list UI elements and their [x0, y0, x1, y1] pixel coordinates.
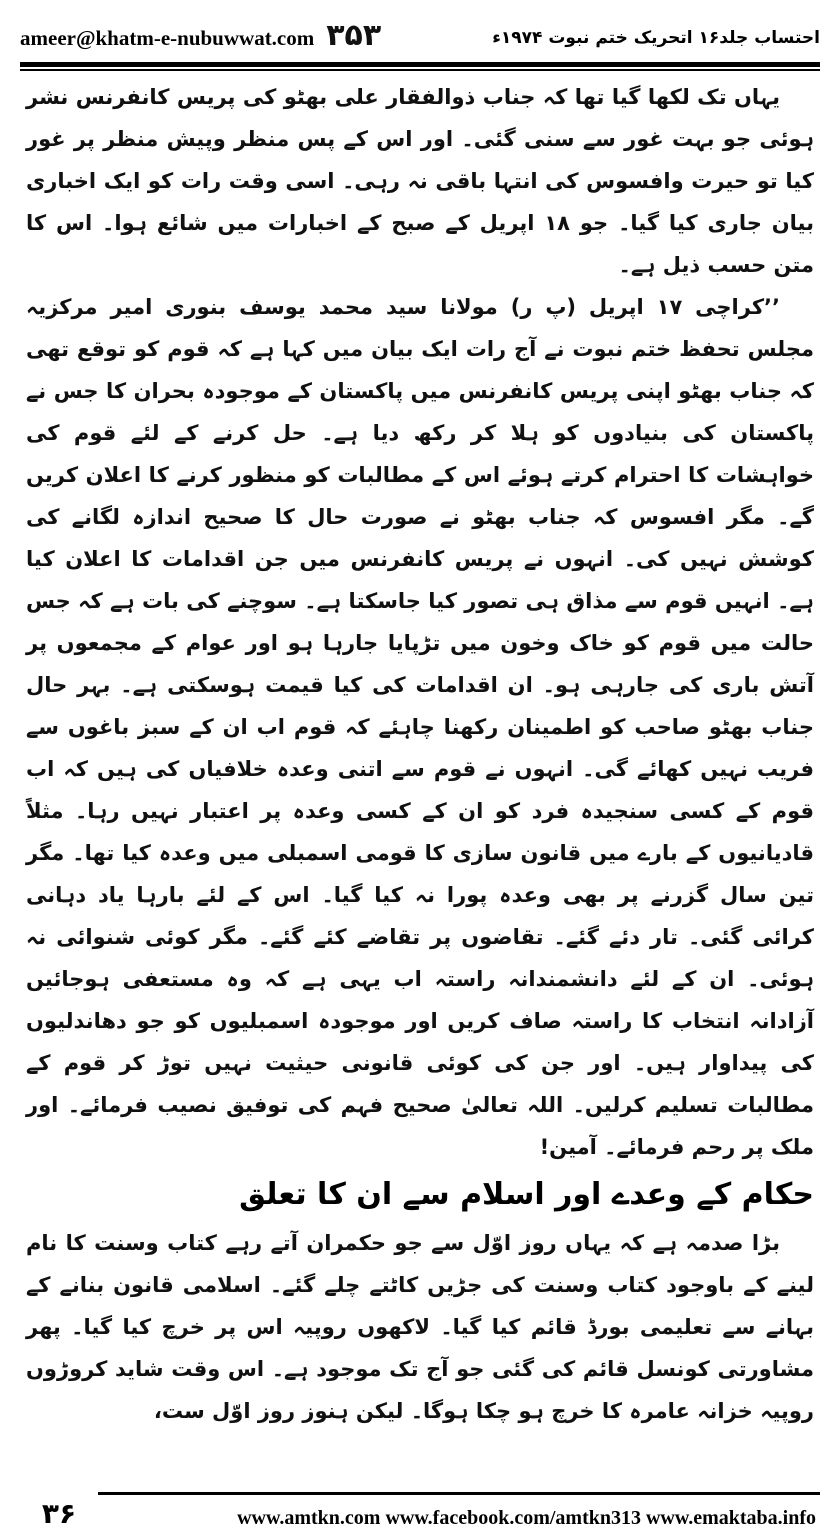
page-header [20, 18, 820, 58]
header-book-title: احتساب جلد۱۶ اتحریک ختم نبوت ۱۹۷۴ء [492, 28, 820, 48]
footer-bar [98, 1492, 820, 1532]
header-rule-thick [20, 62, 820, 67]
header-page-number: ۳۵۳ [326, 17, 382, 53]
body-paragraph-1: یہاں تک لکھا گیا تھا کہ جناب ذوالفقار علی بھٹو کی پریس کانفرنس نشر ہوئی جو بہت غور سے سنی گئی۔ اور اس کے پس منظر وپیش منظر پر غور کیا تو حیرت وافسوس کی انتہا باقی نہ رہی۔ اسی وقت رات کو ایک اخباری بیان جاری کیا گیا۔ جو ۱۸ اپریل کے صبح کے اخبارات میں شائع ہوا۔ اس کا متن حسب ذیل ہے۔ [26, 85, 815, 277]
footer-page-number: ۳۶ [41, 1497, 77, 1530]
header-rule-thin [20, 69, 820, 71]
body-paragraph-3: بڑا صدمہ ہے کہ یہاں روز اوّل سے جو حکمران آتے رہے کتاب وسنت کا نام لینے کے باوجود کتاب وسنت کی جڑیں کاٹتے چلے گئے۔ اسلامی قانون بنانے کے بہانے سے تعلیمی بورڈ قائم کیا گیا۔ لاکھوں روپیہ اس پر خرچ کیا گیا۔ پھر مشاورتی کونسل قائم کی گئی جو آج تک موجود ہے۔ اس وقت شاید کروڑوں روپیہ خزانہ عامرہ کا خرچ ہو چکا ہوگا۔ لیکن ہنوز روز اوّل ست، [26, 1231, 814, 1423]
header-left [20, 17, 382, 56]
section-heading: حکام کے وعدے اور اسلام سے ان کا تعلق [239, 1177, 814, 1212]
page-footer [20, 1492, 820, 1532]
footer-links: www.amtkn.com www.facebook.com/amtkn313 www.emaktaba.info [237, 1507, 816, 1529]
header-email: ameer@khatm-e-nubuwwat.com [20, 25, 315, 50]
page-body [26, 76, 814, 1432]
body-paragraph-2-quote: ’’کراچی ۱۷ اپریل (پ ر) مولانا سید محمد یوسف بنوری امیر مرکزیہ مجلس تحفظ ختم نبوت نے آج رات ایک بیان میں کہا ہے کہ قوم کو توقع تھی کہ جناب بھٹو اپنی پریس کانفرنس میں پاکستان کے موجودہ بحران کا جس نے پاکستان کی بنیادوں کو ہلا کر رکھ دیا ہے۔ حل کرنے کے لئے قوم کی خواہشات کا احترام کرتے ہوئے اس کے مطالبات کو منظور کرنے کا اعلان کریں گے۔ مگر افسوس کہ جناب بھٹو نے صورت حال کا صحیح اندازہ لگانے کی کوشش نہیں کی۔ انہوں نے پریس کانفرنس میں جن اقدامات کا اعلان کیا ہے۔ انہیں قوم سے مذاق ہی تصور کیا جاسکتا ہے۔ سوچنے کی بات ہے کہ جس حالت میں قوم کو خاک وخون میں تڑپایا جارہا ہو اور عوام کے مجمعوں پر آتش باری کی جارہی ہو۔ ان اقدامات کی کیا قیمت ہوسکتی ہے۔ بہر حال جناب بھٹو صاحب کو اطمینان رکھنا چاہئے کہ قوم اب ان کے سبز باغوں سے فریب نہیں کھائے گی۔ انہوں نے قوم سے اتنی وعدہ خلافیاں کی ہیں کہ اب قوم کے کسی سنجیدہ فرد کو ان کے کسی وعدہ پر اعتبار نہیں رہا۔ مثلاً قادیانیوں کے بارے میں قانون سازی کا قومی اسمبلی میں وعدہ کیا تھا۔ مگر تین سال گزرنے پر بھی وعدہ پورا نہ کیا گیا۔ اس کے لئے بارہا یاد دہانی کرائی گئی۔ تار دئے گئے۔ تقاضوں پر تقاضے کئے گئے۔ مگر کوئی شنوائی نہ ہوئی۔ ان کے لئے دانشمندانہ راستہ اب یہی ہے کہ وہ مستعفی ہوجائیں آزادانہ انتخاب کا راستہ صاف کریں اور موجودہ اسمبلیوں کو جو دھاندلیوں کی پیداوار ہیں۔ اور جن کی کوئی قانونی حیثیت نہیں توڑ کر قوم کے مطالبات تسلیم کرلیں۔ اللہ تعالیٰ صحیح فہم کی توفیق نصیب فرمائے۔ اور ملک پر رحم فرمائے۔ آمین! [26, 295, 814, 1159]
